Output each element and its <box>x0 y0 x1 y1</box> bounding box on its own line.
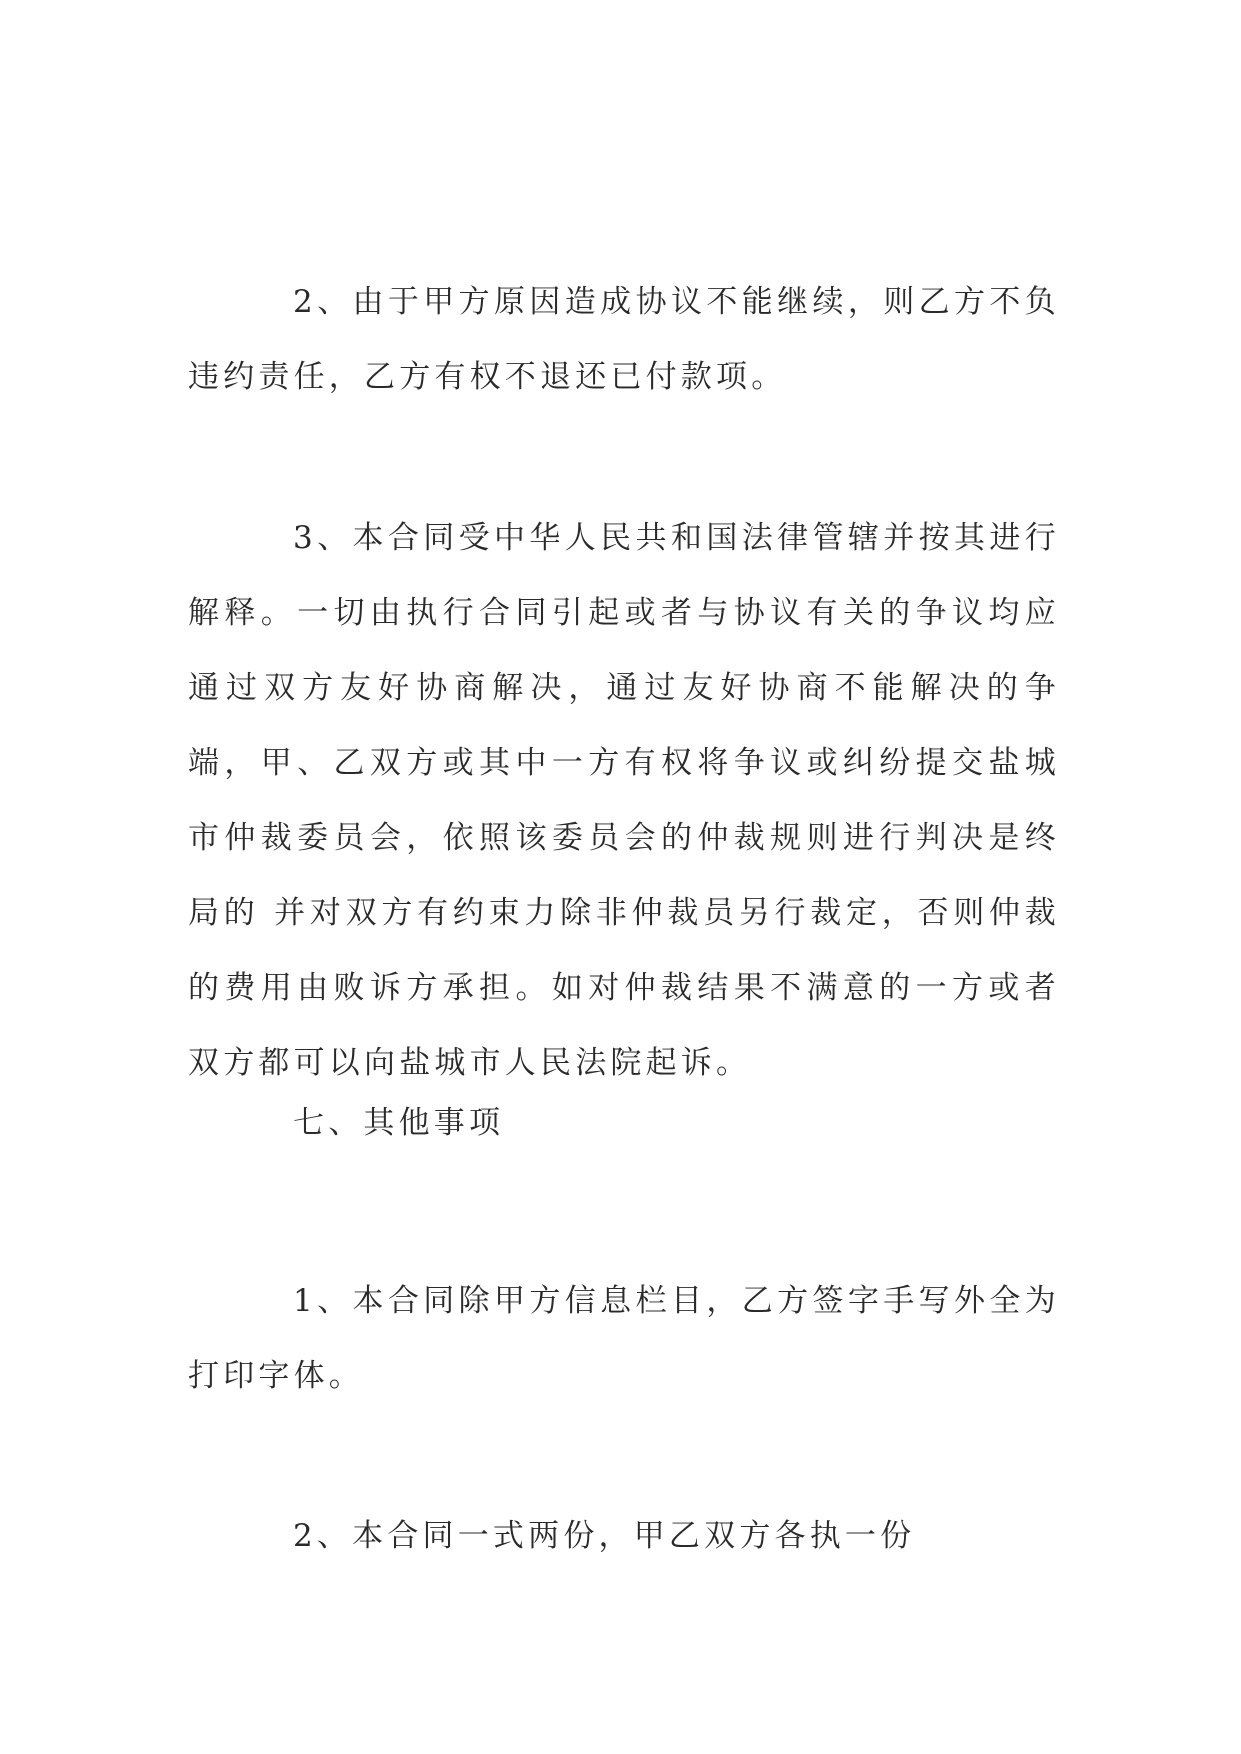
clause-2-breach-liability: 2、由于甲方原因造成协议不能继续，则乙方不负违约责任，乙方有权不退还已付款项。 <box>188 284 1060 395</box>
clause-2-copies: 2、本合同一式两份，甲乙双方各执一份 <box>293 1518 916 1554</box>
section-heading-other-matters: 七、其他事项 <box>293 1105 505 1141</box>
clause-1-printed-font: 1、本合同除甲方信息栏目，乙方签字手写外全为打印字体。 <box>188 1283 1060 1394</box>
clause-3-governing-law-arbitration: 3、本合同受中华人民共和国法律管辖并按其进行解释。一切由执行合同引起或者与协议有关的争议均应通过双方友好协商解决，通过友好协商不能解决的争端，甲、乙双方或其中一方有权将争议或纠纷提交盐城市仲裁委员会，依照该委员会的仲裁规则进行判决是终局的 并对双方有约束力除非仲裁员另行裁定，否则仲裁的费用由败诉方承担。如对仲裁结果不满意的一方或者双方都可以向盐城市人民法院起诉。 <box>188 520 1060 1081</box>
